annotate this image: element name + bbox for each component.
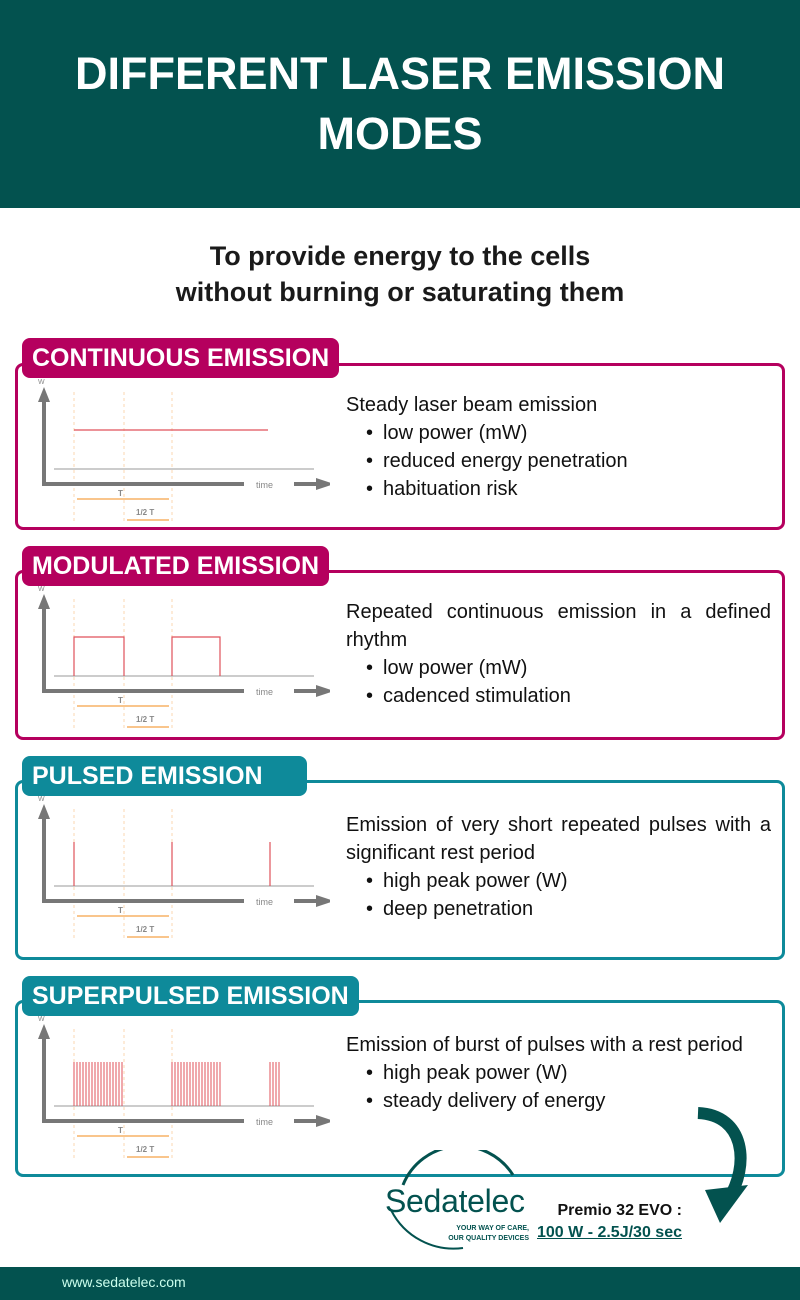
bullet-item: • high peak power (W) — [366, 1059, 771, 1087]
section-continuous — [15, 363, 785, 530]
section-title: CONTINUOUS EMISSION — [22, 338, 339, 378]
description-text: Emission of burst of pulses with a rest period — [346, 1034, 743, 1056]
y-axis-label: W — [38, 1016, 45, 1023]
product-spec-link[interactable]: 100 W - 2.5J/30 sec — [537, 1224, 682, 1241]
half-period-label: 1/2 T — [136, 715, 155, 724]
half-period-label: 1/2 T — [136, 1145, 155, 1154]
x-axis-label: time — [256, 897, 274, 907]
section-modulated — [15, 570, 785, 740]
title-line-2: MODES — [317, 108, 483, 159]
x-axis-label: time — [256, 687, 274, 697]
bullet-item: • low power (mW) — [366, 654, 771, 682]
y-axis-arrow-icon — [38, 387, 50, 402]
x-axis-arrow-icon — [316, 1115, 330, 1127]
y-axis-arrow-icon — [38, 594, 50, 609]
waveform-chart — [30, 1009, 330, 1161]
svg-text:OUR QUALITY DEVICES: OUR QUALITY DEVICES — [448, 1235, 529, 1242]
pulse — [74, 637, 124, 676]
x-axis-arrow-icon — [316, 895, 330, 907]
section-pulsed — [15, 780, 785, 960]
sedatelec-logo — [383, 1150, 533, 1250]
subtitle-line-1: To provide energy to the cells — [209, 241, 591, 271]
bullet-item: • cadenced stimulation — [366, 682, 771, 710]
curved-arrow-icon — [690, 1105, 760, 1225]
y-axis-arrow-icon — [38, 804, 50, 819]
x-axis-arrow-icon — [316, 478, 330, 490]
y-axis-label: W — [38, 796, 45, 803]
bullet-item: • habituation risk — [366, 475, 771, 503]
x-axis-arrow-icon — [316, 685, 330, 697]
subtitle — [0, 238, 800, 310]
y-axis-label: W — [38, 586, 45, 593]
period-label: T — [118, 696, 123, 705]
product-info — [537, 1200, 682, 1244]
description-text: Emission of very short repeated pulses with a significant rest period — [346, 814, 771, 864]
bullet-list — [346, 867, 771, 923]
bullet-list — [346, 419, 771, 503]
svg-text:Sedatelec: Sedatelec — [385, 1183, 525, 1219]
section-description — [346, 598, 771, 710]
waveform-chart — [30, 579, 330, 731]
page-title — [0, 0, 800, 208]
bullet-item: • high peak power (W) — [366, 867, 771, 895]
y-axis-label: W — [38, 379, 45, 386]
y-axis-arrow-icon — [38, 1024, 50, 1039]
section-title: PULSED EMISSION — [22, 756, 307, 796]
waveform-chart — [30, 372, 330, 524]
section-description — [346, 811, 771, 923]
bullet-item: • steady delivery of energy — [366, 1087, 771, 1115]
section-description — [346, 1031, 771, 1115]
period-label: T — [118, 906, 123, 915]
half-period-label: 1/2 T — [136, 925, 155, 934]
subtitle-line-2: without burning or saturating them — [175, 277, 625, 307]
title-line-1: DIFFERENT LASER EMISSION — [74, 48, 726, 99]
bullet-item: • deep penetration — [366, 895, 771, 923]
bullet-item: • reduced energy penetration — [366, 447, 771, 475]
product-name: Premio 32 EVO : — [557, 1202, 682, 1219]
period-label: T — [118, 1126, 123, 1135]
pulse — [172, 637, 220, 676]
waveform-chart — [30, 789, 330, 941]
svg-text:YOUR WAY OF CARE,: YOUR WAY OF CARE, — [456, 1225, 529, 1232]
bullet-list — [346, 654, 771, 710]
period-label: T — [118, 489, 123, 498]
description-text: Steady laser beam emission — [346, 394, 598, 416]
section-description — [346, 391, 771, 503]
description-text: Repeated continuous emission in a defined rhythm — [346, 601, 771, 651]
section-title: MODULATED EMISSION — [22, 546, 329, 586]
x-axis-label: time — [256, 1117, 274, 1127]
bullet-item: • low power (mW) — [366, 419, 771, 447]
footer-url[interactable]: www.sedatelec.com — [0, 1267, 800, 1300]
section-title: SUPERPULSED EMISSION — [22, 976, 359, 1016]
half-period-label: 1/2 T — [136, 508, 155, 517]
x-axis-label: time — [256, 480, 274, 490]
